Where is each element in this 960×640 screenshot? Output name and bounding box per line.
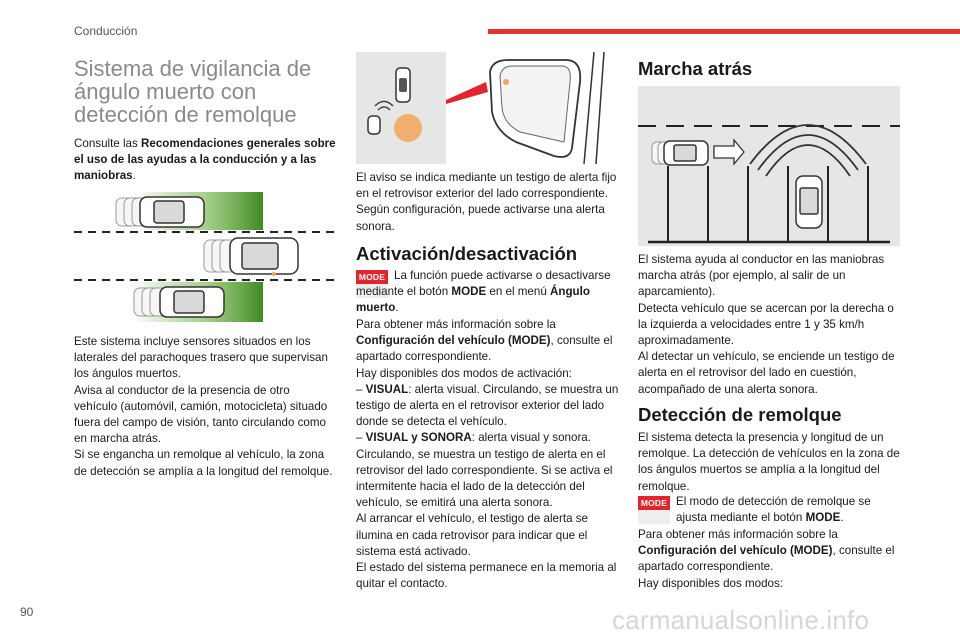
activation-details	[356, 317, 622, 592]
watermark: carmanualsonline.info	[612, 605, 870, 635]
blind-spot-zones-illustration	[74, 188, 336, 324]
intro-paragraph: Consulte las Recomendaciones generales sobre el uso de las ayudas a la conducción y a las maniobras.	[74, 137, 336, 183]
trailer-description: El sistema detecta la presencia y longitud de un remolque. La detección de vehículos en la zona de los ángulos muertos se amplía a la longitud del remolque.	[638, 431, 900, 493]
trailer-details	[638, 527, 902, 592]
trailer-mode-paragraph: El modo de detección de remolque se ajusta mediante el botón MODE.	[676, 495, 871, 525]
mode-visual-sound-item: – VISUAL y SONORA: alerta visual y sonora. Circulando, se muestra un testigo de alerta en el retrovisor del lado correspondiente. Si se activa el intermitente hacia el lado de la detección del vehículo, se emitirá una alerta sonora.	[356, 431, 613, 510]
mode-visual-item: – VISUAL: alerta visual. Circulando, se muestra un testigo de alerta en el retrovisor exterior del lado donde se detecta el vehículo.	[356, 382, 619, 429]
page-title: Sistema de vigilancia de ángulo muerto con detección de remolque	[74, 56, 312, 127]
mode-button-icon: MODE	[356, 270, 388, 298]
activation-paragraph: La función puede activarse o desactivarse mediante el botón MODE en el menú Ángulo muerto.	[356, 269, 611, 315]
approaching-car	[664, 141, 708, 165]
reverse-description: El sistema ayuda al conductor en las maniobras marcha atrás (por ejemplo, al salir de un aparcamiento). Detecta vehículo que se acercan por la derecha o la izquierda a velocidades entre 1 y 35 km/h aproximadamente. Al detectar un vehículo, se enciende un testigo de alerta en el retrovisor del lado en cuestión, acompañado de una alerta sonora.	[638, 253, 895, 396]
car-top-view	[160, 287, 224, 317]
startup-paragraph: Al arrancar el vehículo, el testigo de alerta se ilumina en cada retrovisor para indicar que el sistema está activado.	[356, 512, 588, 558]
alert-description: El aviso se indica mediante un testigo de alerta fijo en el retrovisor exterior del lado correspondiente. Según configuración, puede activarse una alerta sonora.	[356, 171, 617, 233]
modes-intro: Hay disponibles dos modos:	[638, 576, 784, 590]
section-heading-activation: Activación/desactivación	[356, 243, 578, 264]
header-accent-bar	[488, 29, 960, 34]
car-top-view	[140, 197, 204, 227]
more-info-paragraph: Para obtener más información sobre la Configuración del vehículo (MODE), consulte el apartado correspondiente.	[356, 318, 613, 364]
mirror-alert-illustration	[356, 52, 446, 164]
page-number: 90	[20, 605, 34, 619]
system-description: Este sistema incluye sensores situados en los laterales del parachoques trasero que supervisan los ángulos muertos. Avisa al conductor de la presencia de otro vehículo (automóvil, camión, motocicleta) situado fuera del campo de visión, tanto circulando como en marcha atrás. Si se engancha un remolque al vehículo, la zona de detección se amplía a la longitud del remolque.	[74, 335, 333, 478]
side-mirror-illustration	[446, 52, 606, 164]
reversing-car	[796, 176, 822, 228]
modes-intro: Hay disponibles dos modos de activación:	[356, 366, 572, 380]
memory-paragraph: El estado del sistema permanece en la memoria al quitar el contacto.	[356, 561, 617, 591]
section-heading-trailer: Detección de remolque	[638, 404, 842, 425]
header-section-title: Conducción	[74, 24, 138, 38]
more-info-paragraph: Para obtener más información sobre la Configuración del vehículo (MODE), consulte el apartado correspondiente.	[638, 528, 895, 574]
main-car-top-view	[230, 238, 298, 276]
mode-button-icon: MODE	[638, 496, 670, 524]
section-heading-reverse: Marcha atrás	[638, 58, 753, 79]
reverse-parking-illustration	[638, 86, 900, 246]
